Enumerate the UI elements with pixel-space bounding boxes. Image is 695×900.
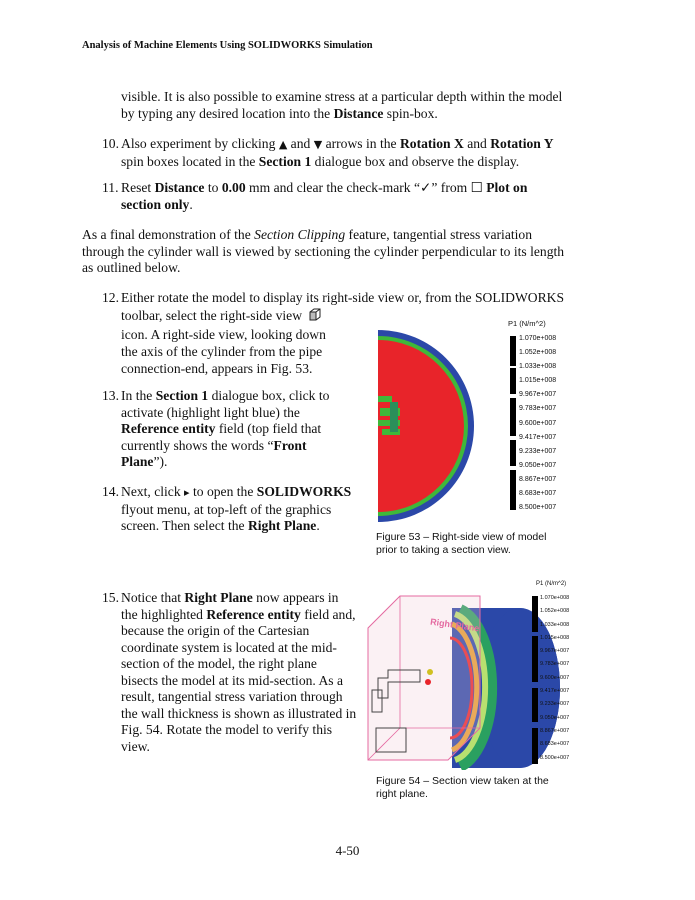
running-header: Analysis of Machine Elements Using SOLIDWORKS Simulation bbox=[82, 40, 373, 51]
legend-label: 9.417e+007 bbox=[540, 688, 570, 695]
step-10-number: 10. bbox=[102, 136, 119, 151]
up-arrow-icon: ▲ bbox=[278, 138, 288, 151]
legend-label: 9.783e+007 bbox=[540, 661, 570, 668]
legend-label: 1.033e+008 bbox=[540, 621, 570, 628]
legend-label: 8.683e+007 bbox=[519, 490, 557, 498]
figure-53-caption: Figure 53 – Right-side view of model prior to taking a section view. bbox=[376, 531, 547, 556]
figure-54 bbox=[360, 578, 590, 770]
legend-label: 1.033e+008 bbox=[519, 363, 557, 371]
step-14-text: Next, click ▸ to open the SOLIDWORKS flyout menu, at top-left of the graphics screen. Then select the Right Plane. bbox=[121, 484, 352, 533]
step-12-number: 12. bbox=[102, 290, 119, 305]
intro-paragraph: As a final demonstration of the Section Clipping feature, tangential stress variation through the cylinder wall is viewed by sectioning the cylinder perpendicular to its length as outlined below. bbox=[82, 227, 565, 275]
legend-label: 9.600e+007 bbox=[519, 419, 557, 427]
legend-label: 1.015e+008 bbox=[540, 634, 570, 641]
paragraph-continuation: visible. It is also possible to examine stress at a particular depth within the model by typing any desired location into the Distance spin-box. bbox=[121, 89, 563, 121]
legend-label: 9.233e+007 bbox=[540, 701, 570, 708]
figure-54-caption: Figure 54 – Section view taken at the right plane. bbox=[376, 775, 549, 800]
legend-label: 9.967e+007 bbox=[519, 391, 557, 399]
right-plane-label: Right Plane bbox=[429, 616, 480, 634]
legend-label: 1.015e+008 bbox=[519, 377, 557, 385]
legend-label: 8.867e+007 bbox=[540, 727, 570, 734]
fig54-legend-title: P1 (N/m^2) bbox=[536, 581, 567, 587]
step-13-text: In the Section 1 dialogue box, click to activate (highlight light blue) the Reference entity field (top field that currently shows the words “Front Plane”). bbox=[121, 388, 330, 469]
checkbox-icon: ☐ bbox=[470, 180, 483, 196]
step-12-text-cont: toolbar, select the right-side view icon. A right-side view, looking down the axis of the cylinder from the pipe connection-end, appears in Fig. 53. bbox=[121, 308, 326, 376]
fig53-legend-title: P1 (N/m^2) bbox=[508, 319, 546, 328]
legend-label: 1.052e+008 bbox=[519, 349, 557, 357]
legend-label: 9.967e+007 bbox=[540, 648, 570, 655]
legend-label: 9.417e+007 bbox=[519, 433, 557, 441]
step-10-text: Also experiment by clicking ▲ and ▼ arrows in the Rotation X and Rotation Y spin boxes located in the Section 1 dialogue box and observe the display. bbox=[121, 136, 554, 169]
legend-label: 8.683e+007 bbox=[540, 741, 570, 748]
right-view-icon bbox=[308, 308, 322, 326]
fig54-legend-labels bbox=[540, 592, 569, 765]
figure-53 bbox=[370, 316, 585, 526]
legend-label: 1.070e+008 bbox=[540, 595, 570, 601]
legend-label: 9.050e+007 bbox=[540, 714, 570, 721]
step-11-number: 11. bbox=[102, 180, 119, 195]
flyout-arrow-icon: ▸ bbox=[184, 486, 190, 499]
step-12-text: Either rotate the model to display its right-side view or, from the SOLIDWORKS bbox=[121, 290, 565, 305]
step-13-number: 13. bbox=[102, 388, 119, 403]
legend-label: 1.070e+008 bbox=[519, 335, 557, 342]
legend-label: 8.500e+007 bbox=[519, 504, 557, 512]
down-arrow-icon: ▼ bbox=[313, 138, 323, 151]
legend-color-bar bbox=[510, 336, 516, 510]
legend-label: 8.867e+007 bbox=[519, 475, 557, 483]
fig53-legend-labels bbox=[519, 332, 556, 515]
legend-label: 8.500e+007 bbox=[540, 754, 570, 761]
legend-label: 1.052e+008 bbox=[540, 608, 570, 615]
step-15-text: Notice that Right Plane now appears in the highlighted Reference entity field and, because the origin of the Cartesian coordinate system is located at the mid- section of the model, the right plane bisects the model at its mid-section. As a result, tangential stress variation through the wall thickness is shown as illustrated in Fig. 54. Rotate the model to verify this view. bbox=[121, 590, 357, 754]
legend-label: 9.600e+007 bbox=[540, 674, 570, 681]
step-14-number: 14. bbox=[102, 484, 119, 499]
legend-label: 9.783e+007 bbox=[519, 405, 557, 413]
step-15-number: 15. bbox=[102, 590, 119, 605]
legend-label: 9.233e+007 bbox=[519, 447, 557, 455]
step-11-text: Reset Distance to 0.00 mm and clear the check-mark “✓” from ☐ Plot on section only. bbox=[121, 180, 528, 212]
page-number: 4-50 bbox=[335, 843, 360, 858]
legend-label: 9.050e+007 bbox=[519, 461, 557, 469]
